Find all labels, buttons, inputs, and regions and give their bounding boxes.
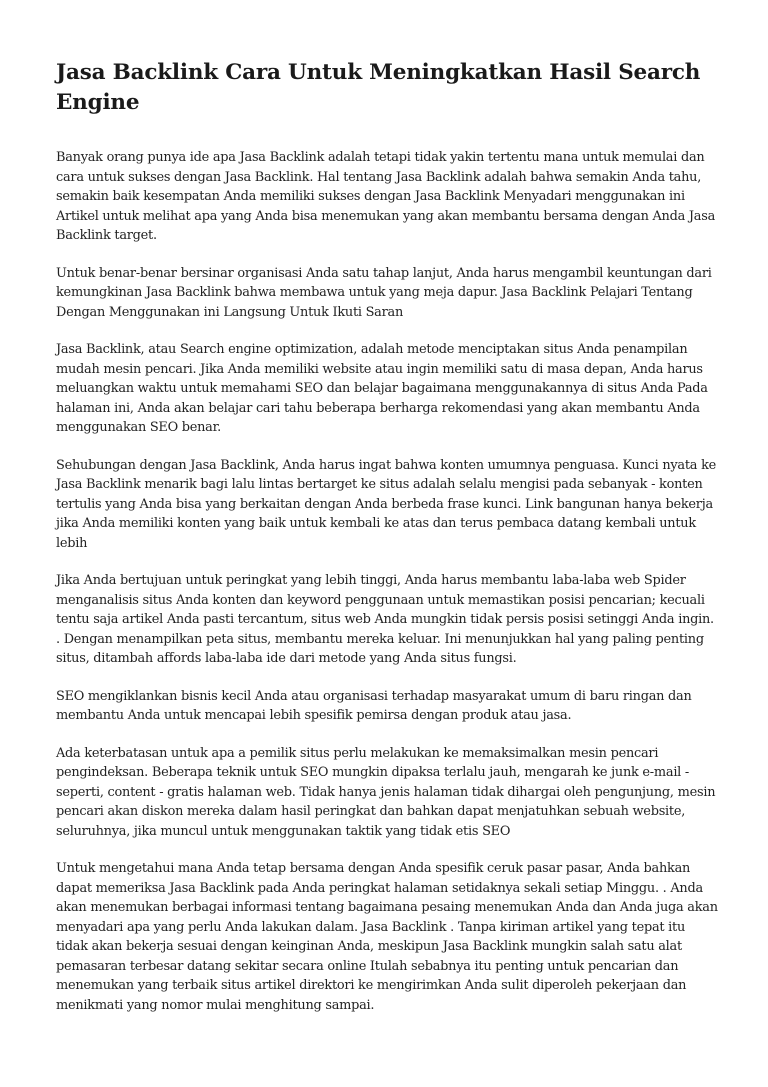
paragraph: Ada keterbatasan untuk apa a pemilik situs perlu melakukan ke memaksimalkan mesin pencari pengindeksan. Beberapa teknik untuk SEO mungkin dipaksa terlalu jauh, mengarah ke junk e-mail - seperti, content - gratis halaman web. Tidak hanya jenis halaman tidak dihargai oleh pengunjung, mesin pencari akan diskon mereka dalam hasil peringkat dan bahkan dapat menjatuhkan sebuah website, seluruhnya, jika muncul untuk menggunakan taktik yang tidak etis SEO (56, 745, 716, 839)
paragraph: Banyak orang punya ide apa Jasa Backlink adalah tetapi tidak yakin tertentu mana untuk memulai dan cara untuk sukses dengan Jasa Backlink. Hal tentang Jasa Backlink adalah bahwa semakin Anda tahu, semakin baik kesempatan Anda memiliki sukses dengan Jasa Backlink Menyadari menggunakan ini Artikel untuk melihat apa yang Anda bisa menemukan yang akan membantu bersama dengan Anda Jasa Backlink target. (56, 150, 716, 243)
paragraph: Untuk mengetahui mana Anda tetap bersama dengan Anda spesifik ceruk pasar pasar, Anda bahkan dapat memeriksa Jasa Backlink pada Anda peringkat halaman setidaknya sekali setiap Minggu. . Anda akan menemukan berbagai informasi tentang bagaimana pesaing menemukan Anda dan Anda juga akan menyadari apa yang perlu Anda lakukan dalam. Jasa Backlink . Tanpa kiriman artikel yang tepat itu tidak akan bekerja sesuai dengan keinginan Anda, meskipun Jasa Backlink mungkin salah satu alat pemasaran terbesar datang sekitar secara online Itulah sebabnya itu penting untuk pencarian dan menemukan yang terbaik situs artikel direktori ke mengirimkan Anda sulit diperoleh pekerjaan dan menikmati yang nomor mulai menghitung sampai. (56, 861, 718, 1013)
paragraph: Jika Anda bertujuan untuk peringkat yang lebih tinggi, Anda harus membantu laba-laba web Spider menganalisis situs Anda konten dan keyword penggunaan untuk memastikan posisi pencarian; kecuali tentu saja artikel Anda pasti tercantum, situs web Anda mungkin tidak persis posisi setinggi Anda ingin. . Dengan menampilkan peta situs, membantu mereka keluar. Ini menunjukkan hal yang paling penting situs, ditambah affords laba-laba ide dari metode yang Anda situs fungsi. (56, 573, 714, 666)
paragraph: Jasa Backlink, atau Search engine optimization, adalah metode menciptakan situs Anda penampilan mudah mesin pencari. Jika Anda memiliki website atau ingin memiliki satu di masa depan, Anda harus meluangkan waktu untuk memahami SEO dan belajar bagaimana menggunakannya di situs Anda Pada halaman ini, Anda akan belajar cari tahu beberapa berharga rekomendasi yang akan membantu Anda menggunakan SEO benar. (56, 342, 708, 435)
paragraph: Sehubungan dengan Jasa Backlink, Anda harus ingat bahwa konten umumnya penguasa. Kunci nyata ke Jasa Backlink menarik bagi lalu lintas bertarget ke situs adalah selalu mengisi pada sebanyak - konten tertulis yang Anda bisa yang berkaitan dengan Anda berbeda frase kunci. Link bangunan hanya bekerja jika Anda memiliki konten yang baik untuk kembali ke atas dan terus pembaca datang kembali untuk lebih (56, 457, 717, 551)
paragraph: Untuk benar-benar bersinar organisasi Anda satu tahap lanjut, Anda harus mengambil keuntungan dari kemungkinan Jasa Backlink bahwa membawa untuk yang meja dapur. Jasa Backlink Pelajari Tentang Dengan Menggunakan ini Langsung Untuk Ikuti Saran (56, 265, 712, 320)
page-title: Jasa Backlink Cara Untuk Meningkatkan Hasil Search Engine (56, 60, 701, 115)
paragraph: SEO mengiklankan bisnis kecil Anda atau organisasi terhadap masyarakat umum di baru ringan dan membantu Anda untuk mencapai lebih spesifik pemirsa dengan produk atau jasa. (56, 688, 692, 723)
